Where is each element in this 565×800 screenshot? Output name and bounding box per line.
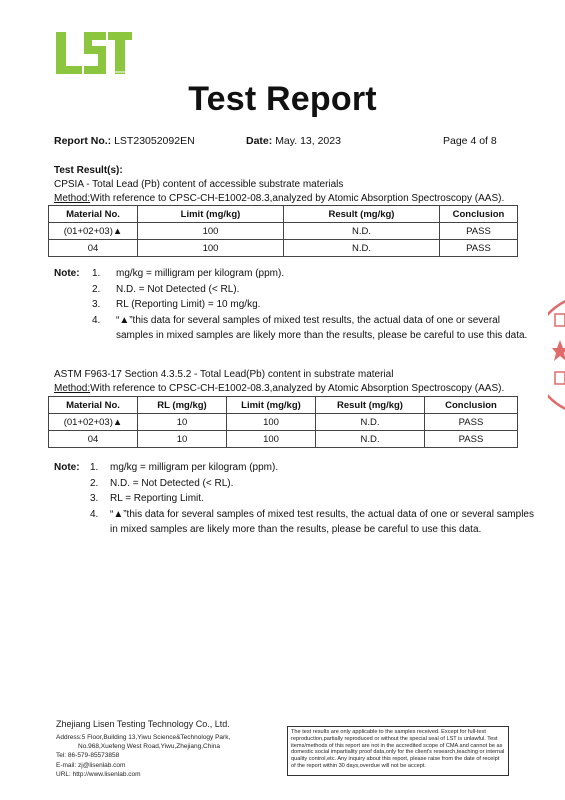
note-item: “▲”this data for several samples of mixed test results, the actual data of one or several — [116, 314, 500, 326]
note-item: N.D. = Not Detected (< RL). — [116, 283, 240, 295]
notes2: Note: 1. mg/kg = milligram per kilogram (ppm). 2. N.D. = Not Detected (< RL). 3. RL = Reporting Limit. 4. “▲”this data for several samples of mixed test results, the actual data of one or several samples in mixed samples are likely more than the results, please be careful to use this data. — [54, 460, 524, 538]
section2-header — [54, 368, 504, 396]
table-header-row — [49, 397, 518, 414]
company-email: E-mail: zj@lisenlab.com — [56, 761, 126, 769]
company-info — [56, 718, 230, 779]
table-row — [49, 431, 518, 448]
note-item: samples in mixed samples are likely more than the results, please be careful to use this data. — [116, 330, 528, 341]
note-item: N.D. = Not Detected (< RL). — [110, 477, 234, 489]
company-address: Address:5 Floor,Building 13,Yiwu Science&Technology Park, — [56, 734, 231, 741]
column-header: Conclusion — [440, 206, 518, 223]
table-cell: N.D. — [316, 431, 425, 448]
table-cell: N.D. — [316, 414, 425, 431]
note-label: Note: — [54, 268, 80, 279]
table-row — [49, 240, 518, 257]
company-address: No.968,Xuefeng West Road,Yiwu,Zhejiang,China — [78, 743, 221, 751]
lst-logo — [54, 28, 134, 78]
table-cell: PASS — [425, 414, 518, 431]
table-cell: 10 — [138, 414, 227, 431]
table-cell: N.D. — [284, 223, 440, 240]
column-header: Result (mg/kg) — [284, 206, 440, 223]
table-header-row — [49, 206, 518, 223]
company-tel: Tel: 86-579-85573858 — [56, 752, 120, 760]
table-cell: 04 — [49, 431, 138, 448]
section1-method: Method:With reference to CPSC-CH-E1002-08.3,analyzed by Atomic Absorption Spectroscopy (AAS). — [54, 193, 505, 204]
column-header: Limit (mg/kg) — [138, 206, 284, 223]
note-item: mg/kg = milligram per kilogram (ppm). — [116, 268, 285, 279]
page-number: Page 4 of 8 — [443, 135, 497, 147]
note-item: “▲”this data for several samples of mixed test results, the actual data of one or several samples — [110, 508, 534, 520]
column-header: Material No. — [49, 206, 138, 223]
company-name: Zhejiang Lisen Testing Technology Co., Ltd. — [56, 719, 230, 729]
column-header: Limit (mg/kg) — [227, 397, 316, 414]
table-cell: 10 — [138, 431, 227, 448]
note-label: Note: — [54, 462, 80, 473]
section2-subtitle: ASTM F963-17 Section 4.3.5.2 - Total Lead(Pb) content in substrate material — [54, 369, 394, 380]
cpsia-results-table — [48, 205, 518, 257]
table-cell: PASS — [425, 431, 518, 448]
disclaimer-box: The test results are only applicable to the samples received. Except for full-text reproduction,partially reproduced or without the special seal of LST is unlawful. Test items/methods of this report are not in the accredited scope of CMA and cannot be as domestic social impartiality proof data,only for the client's research,teaching or internal quality control,etc. Any inquiry about this report, please raise from the date of receipt of the report within 30 days,overdue will not be accept. — [287, 726, 509, 776]
table-cell: 100 — [138, 240, 284, 257]
table-cell: 100 — [138, 223, 284, 240]
table-cell: 100 — [227, 431, 316, 448]
table-row — [49, 414, 518, 431]
note-item: RL (Reporting Limit) = 10 mg/kg. — [116, 299, 261, 310]
section2-method: Method:With reference to CPSC-CH-E1002-08.3,analyzed by Atomic Absorption Spectroscopy (AAS). — [54, 383, 505, 394]
column-header: Material No. — [49, 397, 138, 414]
column-header: Conclusion — [425, 397, 518, 414]
report-date: Date: May. 13, 2023 — [246, 135, 341, 147]
results-heading: Test Result(s): — [54, 165, 123, 176]
report-number: Report No.: LST23052092EN — [54, 135, 195, 147]
section1-subtitle: CPSIA - Total Lead (Pb) content of accessible substrate materials — [54, 179, 344, 190]
table-row — [49, 223, 518, 240]
notes1: Note: 1. mg/kg = milligram per kilogram (ppm). 2. N.D. = Not Detected (< RL). 3. RL (Reporting Limit) = 10 mg/kg. 4. “▲”this data for several samples of mixed test results, the actual data of one or several samples in mixed samples are likely more than the results, please be careful to use this data. — [54, 266, 524, 344]
table-cell: (01+02+03)▲ — [49, 223, 138, 240]
table-cell: 100 — [227, 414, 316, 431]
table-cell: (01+02+03)▲ — [49, 414, 138, 431]
column-header: RL (mg/kg) — [138, 397, 227, 414]
table-cell: N.D. — [284, 240, 440, 257]
column-header: Result (mg/kg) — [316, 397, 425, 414]
section1-header — [54, 164, 504, 206]
note-item: RL = Reporting Limit. — [110, 493, 204, 504]
table-cell: PASS — [440, 223, 518, 240]
company-url: URL: http://www.lisenlab.com — [56, 770, 141, 778]
table-cell: PASS — [440, 240, 518, 257]
report-title: Test Report — [188, 80, 377, 118]
note-item: in mixed samples are likely more than the results, please be careful to use this data. — [110, 524, 482, 535]
astm-results-table — [48, 396, 518, 448]
seal-stamp — [548, 300, 565, 410]
table-cell: 04 — [49, 240, 138, 257]
note-item: mg/kg = milligram per kilogram (ppm). — [110, 462, 279, 473]
